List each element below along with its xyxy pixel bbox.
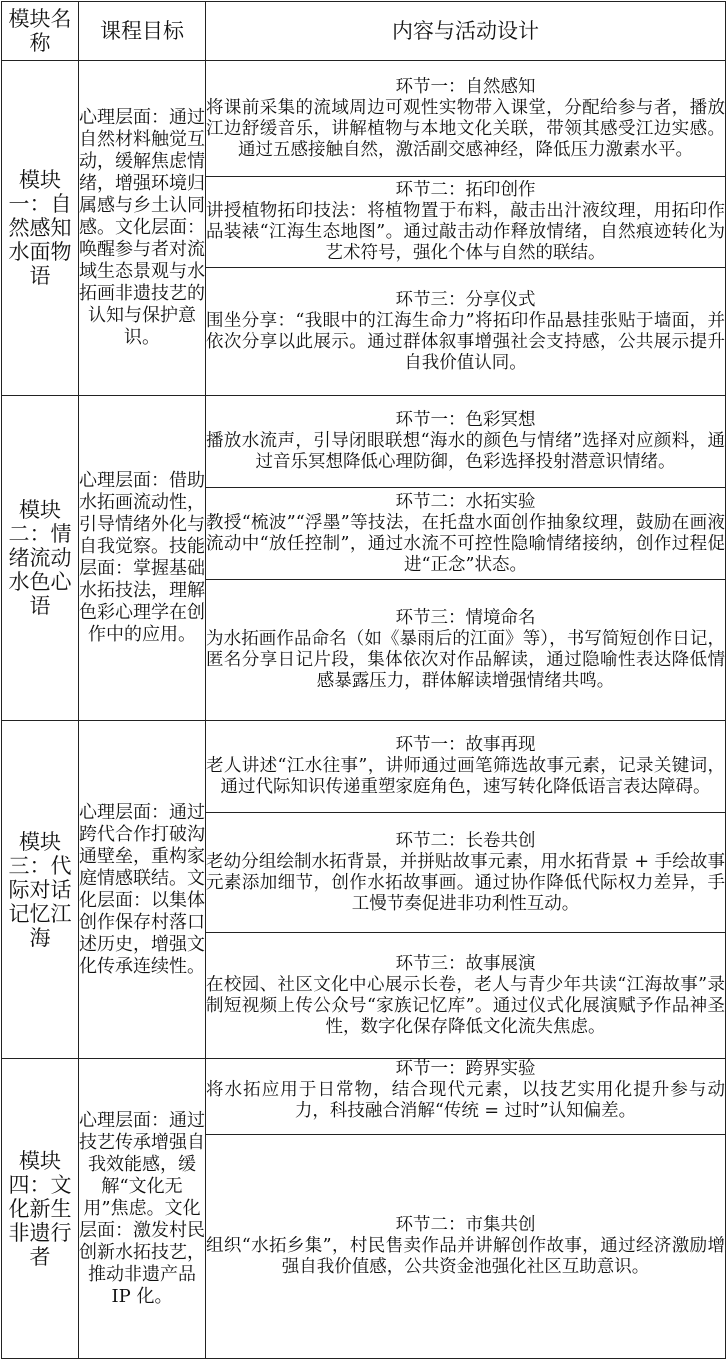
module-3-row — [2, 721, 726, 813]
session-desc: 为水拓画作品命名（如《暴雨后的江面》等），书写简短创作日记，匿名分享日记片段，集体依次对作品解读，通过隐喻性表达降低情感暴露压力，群体解读增强情绪共鸣。 — [206, 629, 725, 691]
module-2-session-3 — [206, 580, 726, 721]
session-desc: 老幼分组绘制水拓背景，并拼贴故事元素，用水拓背景 + 手绘故事元素添加细节，创作水拓故事画。通过协作降低代际权力差异，手工慢节奏促进非功利性互动。 — [206, 851, 725, 914]
module-3-session-3 — [206, 933, 726, 1059]
module-2-goal: 心理层面：借助水拓画流动性，引导情绪外化与自我觉察。技能层面：掌握基础水拓技法，理解色彩心理学在创作中的应用。 — [79, 396, 206, 721]
session-title: 环节二：水拓实验 — [395, 491, 536, 512]
header-content: 内容与活动设计 — [206, 2, 726, 61]
course-table — [1, 1, 726, 1359]
session-title: 环节一：跨界实验 — [395, 1059, 536, 1079]
session-title: 环节一：色彩冥想 — [395, 410, 536, 430]
header-row — [2, 2, 726, 61]
module-4-session-2 — [206, 1135, 726, 1359]
module-2-session-1 — [206, 396, 726, 488]
module-3-goal: 心理层面：通过跨代合作打破沟通壁垒，重构家庭情感联结。文化层面：以集体创作保存村落口述历史，增强文化传承连续性。 — [79, 721, 206, 1059]
session-desc: 将课前采集的流域周边可观性实物带入课堂，分配给参与者，播放江边舒缓音乐，讲解植物与本地文化关联，带领其感受江边实感。通过五感接触自然，激活副交感神经，降低压力激素水平。 — [206, 97, 725, 160]
module-3-name: 模块三：代际对话记忆江海 — [2, 721, 79, 1059]
module-2-session-2 — [206, 488, 726, 580]
session-title: 环节二：拓印创作 — [395, 180, 536, 200]
session-desc: 在校园、社区文化中心展示长卷，老人与青少年共读“江海故事”录制短视频上传公众号“家族记忆库”。通过仪式化展演赋予作品神圣性，数字化保存降低文化流失焦虑。 — [206, 974, 725, 1037]
module-1-goal: 心理层面：通过自然材料触觉互动，缓解焦虑情绪，增强环境归属感与乡土认同感。文化层面：唤醒参与者对流域生态景观与水拓画非遗技艺的认知与保护意识。 — [79, 61, 206, 396]
module-1-row — [2, 61, 726, 177]
session-title: 环节二：市集共创 — [395, 1215, 536, 1235]
module-4-row — [2, 1059, 726, 1135]
session-desc: 讲授植物拓印技法：将植物置于布料，敲击出汁液纹理，用拓印作品装裱“江海生态地图”。通过敲击动作释放情绪，自然痕迹转化为艺术符号，强化个体与自然的联结。 — [206, 201, 725, 263]
module-4-goal: 心理层面：通过技艺传承增强自我效能感，缓解“文化无用”焦虑。文化层面：激发村民创新水拓技艺，推动非遗产品 IP 化。 — [79, 1059, 206, 1359]
module-1-session-3 — [206, 268, 726, 396]
session-desc: 教授“梳波”“浮墨”等技法，在托盘水面创作抽象纹理，鼓励在画液流动中“放任控制”，通过水流不可控性隐喻情绪接纳，创作过程促进“正念”状态。 — [206, 512, 725, 575]
session-desc: 播放水流声，引导闭眼联想“海水的颜色与情绪”选择对应颜料，通过音乐冥想降低心理防御，色彩选择投射潜意识情绪。 — [206, 431, 725, 472]
session-desc: 老人讲述“江水往事”，讲师通过画笔筛选故事元素，记录关键词，通过代际知识传递重塑家庭角色，速写转化降低语言表达障碍。 — [206, 756, 725, 797]
module-3-session-2 — [206, 813, 726, 933]
session-title: 环节二：长卷共创 — [395, 830, 536, 851]
session-title: 环节三：情境命名 — [395, 608, 536, 628]
module-4-name: 模块四：文化新生非遗行者 — [2, 1059, 79, 1359]
module-4-session-1 — [206, 1059, 726, 1135]
session-title: 环节一：故事再现 — [395, 735, 536, 755]
session-title: 环节三：分享仪式 — [395, 289, 536, 310]
session-desc: 围坐分享：“我眼中的江海生命力”将拓印作品悬挂张贴于墙面，并依次分享以此展示。通过群体叙事增强社会支持感，公共展示提升自我价值认同。 — [206, 310, 725, 373]
session-desc: 将水拓应用于日常物，结合现代元素，以技艺实用化提升参与动力，科技融合消解“传统 = 过时”认知偏差。 — [206, 1080, 725, 1121]
header-module: 模块名称 — [2, 2, 79, 61]
header-goal: 课程目标 — [79, 2, 206, 61]
session-title: 环节三：故事展演 — [395, 953, 536, 974]
session-title: 环节一：自然感知 — [395, 76, 536, 97]
module-1-session-2 — [206, 177, 726, 268]
module-1-session-1 — [206, 61, 726, 177]
module-2-name: 模块二：情绪流动水色心语 — [2, 396, 79, 721]
module-1-name: 模块一：自然感知水面物语 — [2, 61, 79, 396]
module-3-session-1 — [206, 721, 726, 813]
session-desc: 组织“水拓乡集”，村民售卖作品并讲解创作故事，通过经济激励增强自我价值感，公共资金池强化社区互助意识。 — [206, 1236, 725, 1277]
module-2-row — [2, 396, 726, 488]
